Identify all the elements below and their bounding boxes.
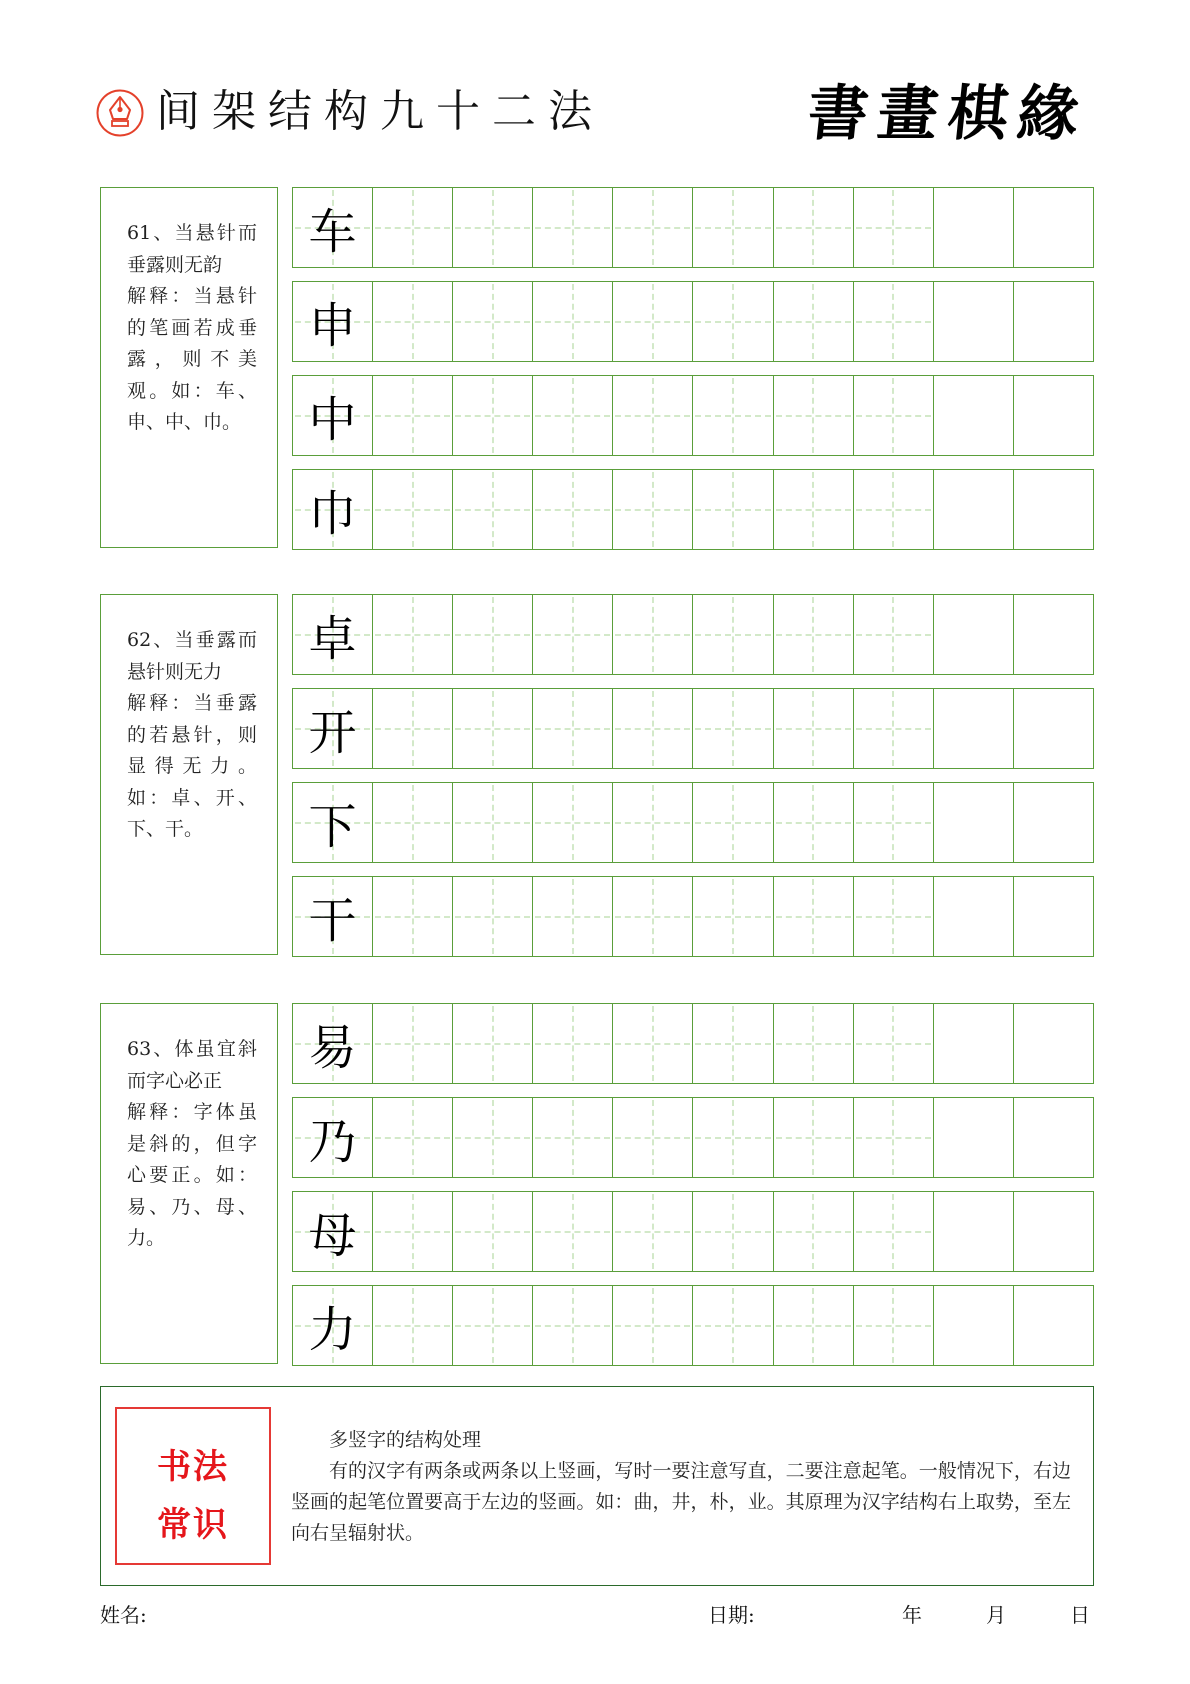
calligraphy-knowledge-box — [100, 1386, 1094, 1586]
practice-cell[interactable] — [854, 1098, 934, 1177]
practice-cell[interactable] — [373, 376, 453, 455]
rule-section-62 — [100, 594, 1094, 957]
practice-cell-blank[interactable] — [934, 595, 1014, 674]
rule-explanation: 解释：当悬针的笔画若成垂露，则不美观。如：车、申、中、巾。 — [127, 285, 257, 433]
practice-cell[interactable] — [453, 1286, 533, 1365]
practice-row — [292, 469, 1094, 550]
practice-cell[interactable] — [533, 282, 613, 361]
practice-cell[interactable] — [854, 1286, 934, 1365]
rule-section-61 — [100, 187, 1094, 550]
rule-explanation: 解释：字体虽是斜的，但字心要正。如：易、乃、母、力。 — [127, 1101, 257, 1249]
practice-cell-blank[interactable] — [1014, 1192, 1093, 1271]
practice-cell-blank[interactable] — [934, 188, 1014, 267]
rule-title: 62、当垂露而悬针则无力 — [127, 629, 257, 683]
practice-cell[interactable] — [453, 470, 533, 549]
model-cell — [293, 470, 373, 549]
model-cell — [293, 1192, 373, 1271]
knowledge-heading: 多竖字的结构处理 — [329, 1429, 482, 1451]
model-character: 卓 — [308, 611, 357, 667]
practice-cell-blank[interactable] — [1014, 1286, 1093, 1365]
knowledge-stamp — [115, 1407, 271, 1565]
rule-title: 61、当悬针而垂露则无韵 — [127, 222, 257, 276]
practice-cell[interactable] — [453, 1098, 533, 1177]
practice-cell[interactable] — [453, 1192, 533, 1271]
practice-cell[interactable] — [613, 689, 693, 768]
practice-cell[interactable] — [373, 783, 453, 862]
practice-cell[interactable] — [774, 783, 854, 862]
rule-explanation-box — [100, 187, 278, 548]
rule-explanation-text — [127, 625, 257, 846]
practice-cell[interactable] — [854, 1004, 934, 1083]
practice-cell[interactable] — [373, 1098, 453, 1177]
practice-row — [292, 782, 1094, 863]
practice-cell[interactable] — [774, 595, 854, 674]
practice-cell[interactable] — [774, 1004, 854, 1083]
practice-cell[interactable] — [693, 689, 773, 768]
model-character: 力 — [308, 1302, 357, 1358]
practice-cell[interactable] — [373, 595, 453, 674]
page-header — [0, 0, 1190, 170]
practice-row — [292, 281, 1094, 362]
practice-cell[interactable] — [613, 376, 693, 455]
practice-cell[interactable] — [774, 376, 854, 455]
practice-cell[interactable] — [373, 282, 453, 361]
practice-cell[interactable] — [613, 1004, 693, 1083]
practice-cell[interactable] — [854, 1192, 934, 1271]
practice-cell[interactable] — [693, 282, 773, 361]
model-character: 车 — [308, 204, 357, 260]
practice-cell-blank[interactable] — [934, 470, 1014, 549]
day-label: 日 — [1070, 1603, 1090, 1627]
practice-cell-blank[interactable] — [934, 783, 1014, 862]
practice-cell[interactable] — [613, 1192, 693, 1271]
knowledge-body: 有的汉字有两条或两条以上竖画，写时一要注意写直，二要注意起笔。一般情况下，右边竖画的起笔位置要高于左边的竖画。如：曲，井，朴，业。其原理为汉字结构右上取势，至左向右呈辐射状。 — [291, 1460, 1071, 1544]
practice-cell[interactable] — [373, 1286, 453, 1365]
practice-cell[interactable] — [453, 595, 533, 674]
practice-cell[interactable] — [373, 1004, 453, 1083]
model-cell — [293, 783, 373, 862]
model-cell — [293, 1286, 373, 1365]
model-cell — [293, 1004, 373, 1083]
practice-cell[interactable] — [774, 689, 854, 768]
rule-title: 63、体虽宜斜而字心必正 — [127, 1038, 257, 1092]
model-cell — [293, 689, 373, 768]
model-character: 母 — [308, 1208, 357, 1264]
practice-cell[interactable] — [854, 376, 934, 455]
practice-cell[interactable] — [533, 595, 613, 674]
practice-cell[interactable] — [854, 783, 934, 862]
practice-cell[interactable] — [854, 877, 934, 956]
rule-explanation-box — [100, 594, 278, 955]
practice-row — [292, 876, 1094, 957]
model-character: 申 — [308, 298, 357, 354]
practice-cell[interactable] — [373, 877, 453, 956]
practice-cell[interactable] — [533, 689, 613, 768]
practice-cell[interactable] — [453, 1004, 533, 1083]
practice-cell-blank[interactable] — [1014, 783, 1093, 862]
model-cell — [293, 595, 373, 674]
month-label: 月 — [986, 1603, 1006, 1627]
practice-cell-blank[interactable] — [934, 1098, 1014, 1177]
practice-cell-blank[interactable] — [934, 282, 1014, 361]
practice-cell-blank[interactable] — [934, 1192, 1014, 1271]
model-character: 开 — [308, 705, 357, 761]
practice-cell-blank[interactable] — [1014, 188, 1093, 267]
practice-row — [292, 594, 1094, 675]
name-label: 姓名: — [100, 1603, 147, 1627]
practice-cell[interactable] — [533, 188, 613, 267]
practice-cell-blank[interactable] — [1014, 282, 1093, 361]
rule-section-63 — [100, 1003, 1094, 1366]
model-cell — [293, 1098, 373, 1177]
model-character: 易 — [308, 1020, 357, 1076]
practice-row — [292, 375, 1094, 456]
model-character: 干 — [308, 893, 357, 949]
practice-cell[interactable] — [693, 1192, 773, 1271]
rule-explanation-text — [127, 218, 257, 439]
practice-cell[interactable] — [453, 877, 533, 956]
practice-cell[interactable] — [453, 188, 533, 267]
practice-cell-blank[interactable] — [934, 1286, 1014, 1365]
practice-row — [292, 1097, 1094, 1178]
practice-cell-blank[interactable] — [1014, 470, 1093, 549]
rule-explanation-box — [100, 1003, 278, 1364]
practice-cell-blank[interactable] — [1014, 689, 1093, 768]
practice-cell[interactable] — [533, 376, 613, 455]
practice-cell[interactable] — [693, 376, 773, 455]
practice-row — [292, 1191, 1094, 1272]
year-label: 年 — [902, 1603, 922, 1627]
model-character: 中 — [308, 392, 357, 448]
practice-cell[interactable] — [774, 1098, 854, 1177]
practice-cell[interactable] — [613, 595, 693, 674]
practice-cell[interactable] — [613, 188, 693, 267]
practice-cell[interactable] — [693, 1004, 773, 1083]
practice-cell[interactable] — [533, 1192, 613, 1271]
practice-cell[interactable] — [533, 1098, 613, 1177]
practice-cell[interactable] — [613, 470, 693, 549]
practice-cell[interactable] — [693, 783, 773, 862]
model-character: 巾 — [308, 486, 357, 542]
practice-cell[interactable] — [774, 1192, 854, 1271]
practice-cell[interactable] — [613, 1098, 693, 1177]
practice-cell[interactable] — [854, 689, 934, 768]
practice-cell[interactable] — [774, 877, 854, 956]
practice-cell[interactable] — [693, 595, 773, 674]
practice-cell[interactable] — [693, 470, 773, 549]
rule-explanation: 解释：当垂露的若悬针，则显得无力。如：卓、开、下、干。 — [127, 692, 257, 840]
practice-cell-blank[interactable] — [1014, 1098, 1093, 1177]
practice-cell-blank[interactable] — [934, 1004, 1014, 1083]
practice-cell-blank[interactable] — [934, 376, 1014, 455]
practice-cell[interactable] — [854, 595, 934, 674]
practice-cell[interactable] — [693, 1098, 773, 1177]
model-cell — [293, 188, 373, 267]
knowledge-text — [291, 1425, 1071, 1549]
practice-cell[interactable] — [774, 470, 854, 549]
practice-cell[interactable] — [533, 1286, 613, 1365]
practice-cell[interactable] — [453, 376, 533, 455]
page-footer — [0, 1600, 1190, 1640]
practice-cell[interactable] — [373, 1192, 453, 1271]
practice-row — [292, 688, 1094, 769]
practice-cell[interactable] — [693, 1286, 773, 1365]
model-cell — [293, 376, 373, 455]
practice-cell[interactable] — [854, 470, 934, 549]
fountain-pen-nib-icon — [95, 88, 145, 138]
practice-cell-blank[interactable] — [934, 877, 1014, 956]
practice-cell[interactable] — [613, 1286, 693, 1365]
practice-row — [292, 1285, 1094, 1366]
date-label: 日期: — [708, 1603, 755, 1627]
practice-cell[interactable] — [373, 188, 453, 267]
practice-cell[interactable] — [373, 470, 453, 549]
practice-cell[interactable] — [373, 689, 453, 768]
practice-row — [292, 187, 1094, 268]
model-character: 乃 — [308, 1114, 357, 1170]
model-character: 下 — [308, 799, 357, 855]
practice-cell[interactable] — [774, 1286, 854, 1365]
practice-cell[interactable] — [533, 1004, 613, 1083]
stamp-line-1: 书法 — [157, 1447, 229, 1487]
practice-cell[interactable] — [854, 282, 934, 361]
practice-cell[interactable] — [453, 282, 533, 361]
rule-explanation-text — [127, 1034, 257, 1255]
brand-calligraphy-logo: 書畫棋緣 — [804, 79, 1092, 149]
practice-cell-blank[interactable] — [934, 689, 1014, 768]
model-cell — [293, 877, 373, 956]
practice-cell-blank[interactable] — [1014, 1004, 1093, 1083]
page-title: 间架结构九十二法 — [156, 86, 604, 137]
practice-cell[interactable] — [453, 783, 533, 862]
practice-cell[interactable] — [774, 282, 854, 361]
practice-cell[interactable] — [693, 188, 773, 267]
practice-cell[interactable] — [613, 877, 693, 956]
practice-cell[interactable] — [613, 783, 693, 862]
practice-cell[interactable] — [533, 877, 613, 956]
practice-cell-blank[interactable] — [1014, 595, 1093, 674]
practice-cell-blank[interactable] — [1014, 877, 1093, 956]
practice-cell[interactable] — [533, 783, 613, 862]
practice-cell[interactable] — [453, 689, 533, 768]
practice-cell[interactable] — [774, 188, 854, 267]
practice-row — [292, 1003, 1094, 1084]
practice-cell[interactable] — [533, 470, 613, 549]
practice-cell[interactable] — [854, 188, 934, 267]
practice-cell[interactable] — [613, 282, 693, 361]
practice-cell-blank[interactable] — [1014, 376, 1093, 455]
practice-cell[interactable] — [693, 877, 773, 956]
stamp-line-2: 常识 — [157, 1505, 229, 1545]
model-cell — [293, 282, 373, 361]
